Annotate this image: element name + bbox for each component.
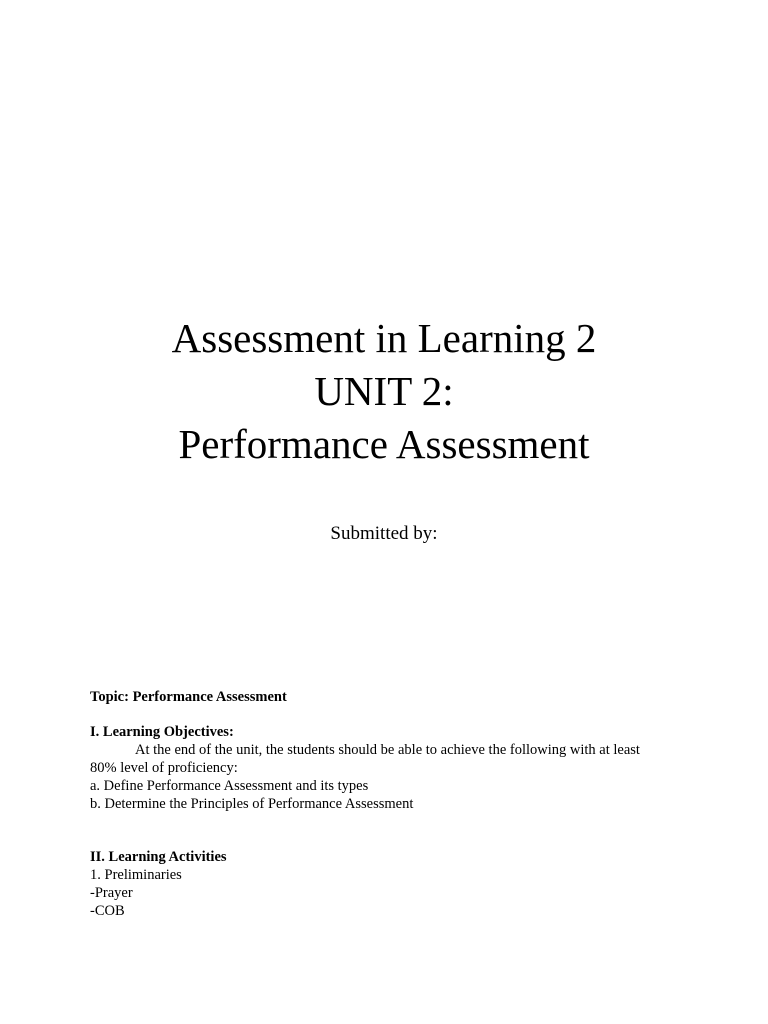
title-line-unit: UNIT 2:	[314, 368, 454, 414]
activity-item-preliminaries: 1. Preliminaries	[90, 867, 182, 883]
title-line-topic: Performance Assessment	[178, 421, 590, 467]
cover-title	[0, 312, 768, 471]
submitted-by-label: Submitted by:	[330, 523, 438, 544]
objectives-heading: I. Learning Objectives:	[90, 724, 234, 740]
learning-objectives-section	[90, 723, 690, 813]
objectives-intro-line-2: 80% level of proficiency:	[90, 760, 238, 776]
objective-item-a: a. Define Performance Assessment and its types	[90, 778, 369, 794]
objective-item-b: b. Determine the Principles of Performance Assessment	[90, 796, 414, 812]
learning-activities-section	[90, 848, 690, 920]
topic-heading: Topic: Performance Assessment	[90, 689, 287, 705]
activity-sub-prayer: -Prayer	[90, 885, 133, 901]
objectives-intro-line-1: At the end of the unit, the students should be able to achieve the following with at least	[135, 742, 640, 758]
title-line-course: Assessment in Learning 2	[171, 315, 597, 361]
activity-sub-cob: -COB	[90, 903, 125, 919]
activities-heading: II. Learning Activities	[90, 849, 227, 865]
